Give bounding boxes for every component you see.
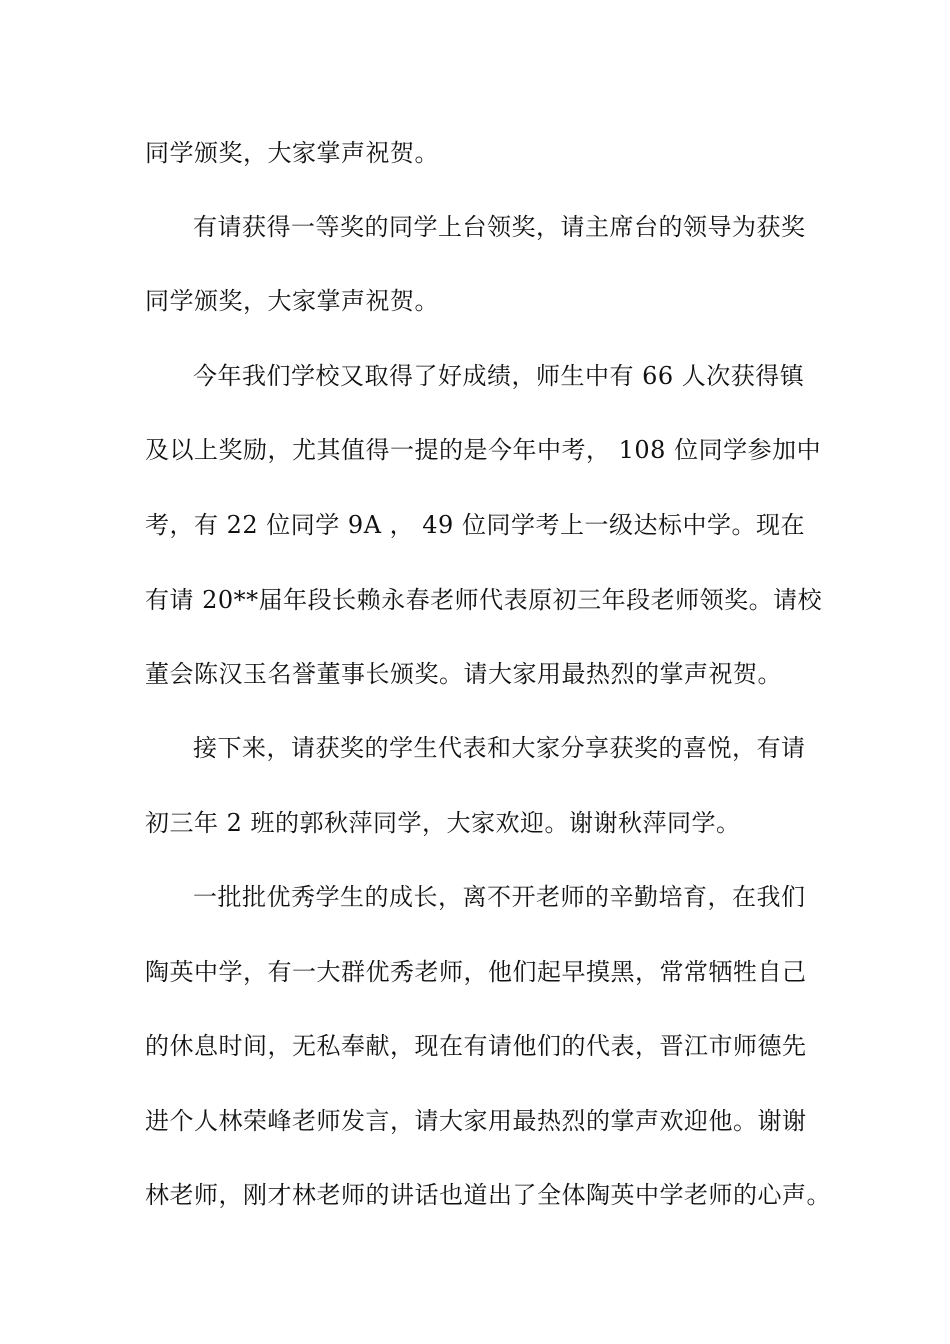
text-line: 陶英中学，有一大群优秀老师，他们起早摸黑，常常牺牲自己 xyxy=(145,958,807,986)
paragraph-start-line: 有请获得一等奖的同学上台领奖，请主席台的领导为获奖 xyxy=(193,213,806,241)
text-line: 同学颁奖，大家掌声祝贺。 xyxy=(145,139,439,167)
text-line: 初三年 2 班的郭秋萍同学，大家欢迎。谢谢秋萍同学。 xyxy=(145,809,741,837)
text-line: 同学颁奖，大家掌声祝贺。 xyxy=(145,287,439,315)
text-line: 林老师，刚才林老师的讲话也道出了全体陶英中学老师的心声。 xyxy=(145,1181,831,1209)
paragraph-start-line: 今年我们学校又取得了好成绩，师生中有 66 人次获得镇 xyxy=(193,362,805,390)
text-line: 考，有 22 位同学 9A ， 49 位同学考上一级达标中学。现在 xyxy=(145,511,805,539)
text-line: 及以上奖励，尤其值得一提的是今年中考， 108 位同学参加中 xyxy=(145,436,822,464)
paragraph-start-line: 接下来，请获奖的学生代表和大家分享获奖的喜悦，有请 xyxy=(193,734,806,762)
text-line: 有请 20**届年段长赖永春老师代表原初三年段老师领奖。请校 xyxy=(145,586,823,614)
text-line: 进个人林荣峰老师发言，请大家用最热烈的掌声欢迎他。谢谢 xyxy=(145,1107,807,1135)
paragraph-start-line: 一批批优秀学生的成长，离不开老师的辛勤培育，在我们 xyxy=(193,883,806,911)
text-line: 董会陈汉玉名誉董事长颁奖。请大家用最热烈的掌声祝贺。 xyxy=(145,660,782,688)
text-line: 的休息时间，无私奉献，现在有请他们的代表，晋江市师德先 xyxy=(145,1032,807,1060)
